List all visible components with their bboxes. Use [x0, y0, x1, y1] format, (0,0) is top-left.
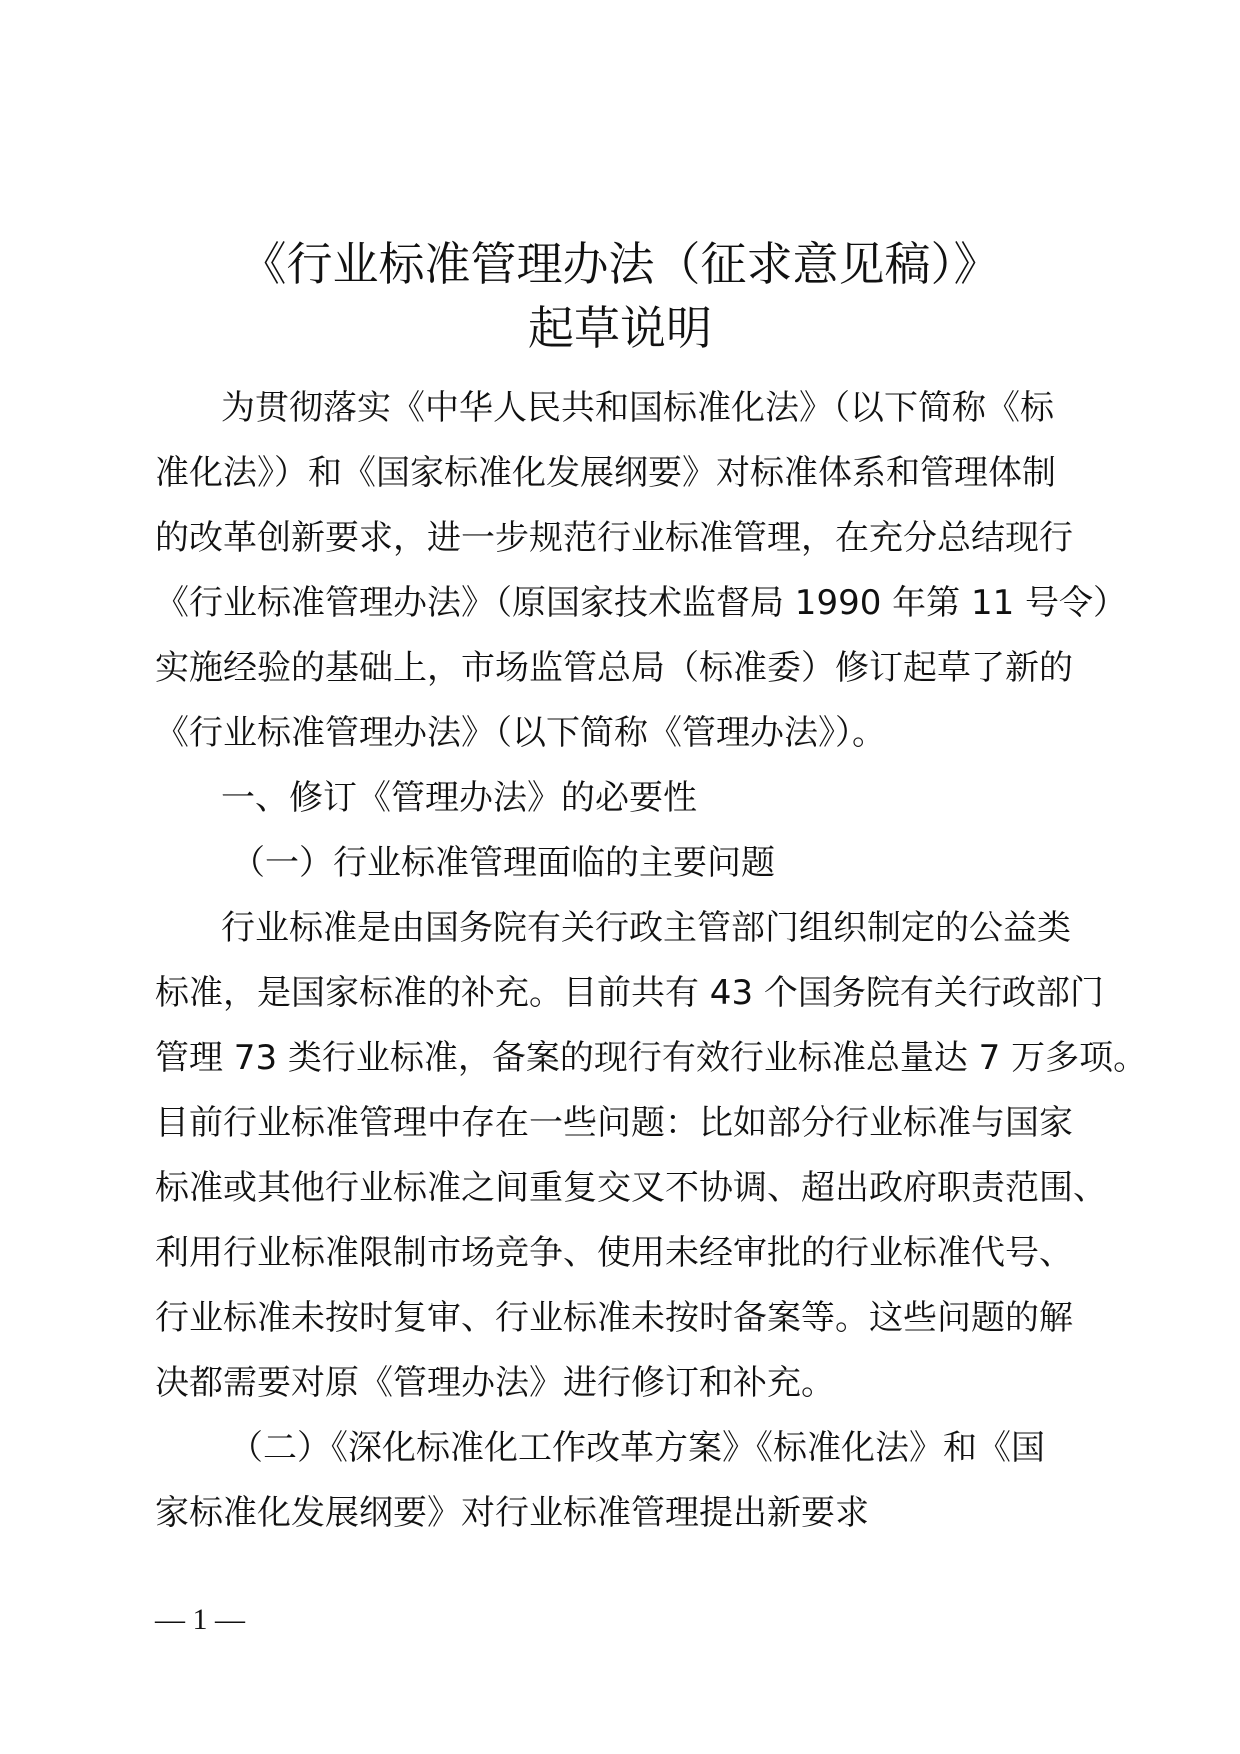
paragraph-line: 标准或其他行业标准之间重复交叉不协调、超出政府职责范围、 [155, 1168, 1107, 1208]
subsection-heading: （一）行业标准管理面临的主要问题 [231, 843, 775, 883]
paragraph-line: 的改革创新要求，进一步规范行业标准管理，在充分总结现行 [155, 518, 1073, 558]
paragraph-line: 《行业标准管理办法》（原国家技术监督局 1990 年第 11 号令） [155, 583, 1128, 623]
paragraph-line: 行业标准是由国务院有关行政主管部门组织制定的公益类 [221, 908, 1071, 948]
paragraph-line: 准化法》）和《国家标准化发展纲要》对标准体系和管理体制 [155, 453, 1056, 493]
paragraph-line: 为贯彻落实《中华人民共和国标准化法》（以下简称《标 [221, 388, 1054, 428]
section-heading: 一、修订《管理办法》的必要性 [221, 778, 697, 818]
paragraph-line: 实施经验的基础上，市场监管总局（标准委）修订起草了新的 [155, 648, 1073, 688]
paragraph-line: 管理 73 类行业标准，备案的现行有效行业标准总量达 7 万多项。 [155, 1038, 1148, 1078]
document-title [0, 232, 1240, 360]
paragraph-line: 标准，是国家标准的补充。目前共有 43 个国务院有关行政部门 [155, 973, 1104, 1013]
paragraph-line: 行业标准未按时复审、行业标准未按时备案等。这些问题的解 [155, 1298, 1073, 1338]
paragraph-line: 《行业标准管理办法》（以下简称《管理办法》）。 [155, 713, 886, 753]
subsection-heading: （二）《深化标准化工作改革方案》《标准化法》和《国 [229, 1428, 1045, 1468]
title-line-1: 《行业标准管理办法（征求意见稿）》 [240, 237, 1000, 291]
title-line-2: 起草说明 [528, 301, 712, 355]
document-body [155, 376, 1148, 1546]
paragraph-line: 利用行业标准限制市场竞争、使用未经审批的行业标准代号、 [155, 1233, 1073, 1273]
page-number: — 1 — [155, 1603, 245, 1636]
paragraph-line: 决都需要对原《管理办法》进行修订和补充。 [155, 1363, 835, 1403]
paragraph-line: 目前行业标准管理中存在一些问题：比如部分行业标准与国家 [155, 1103, 1073, 1143]
subsection-heading-continued: 家标准化发展纲要》对行业标准管理提出新要求 [155, 1493, 869, 1533]
